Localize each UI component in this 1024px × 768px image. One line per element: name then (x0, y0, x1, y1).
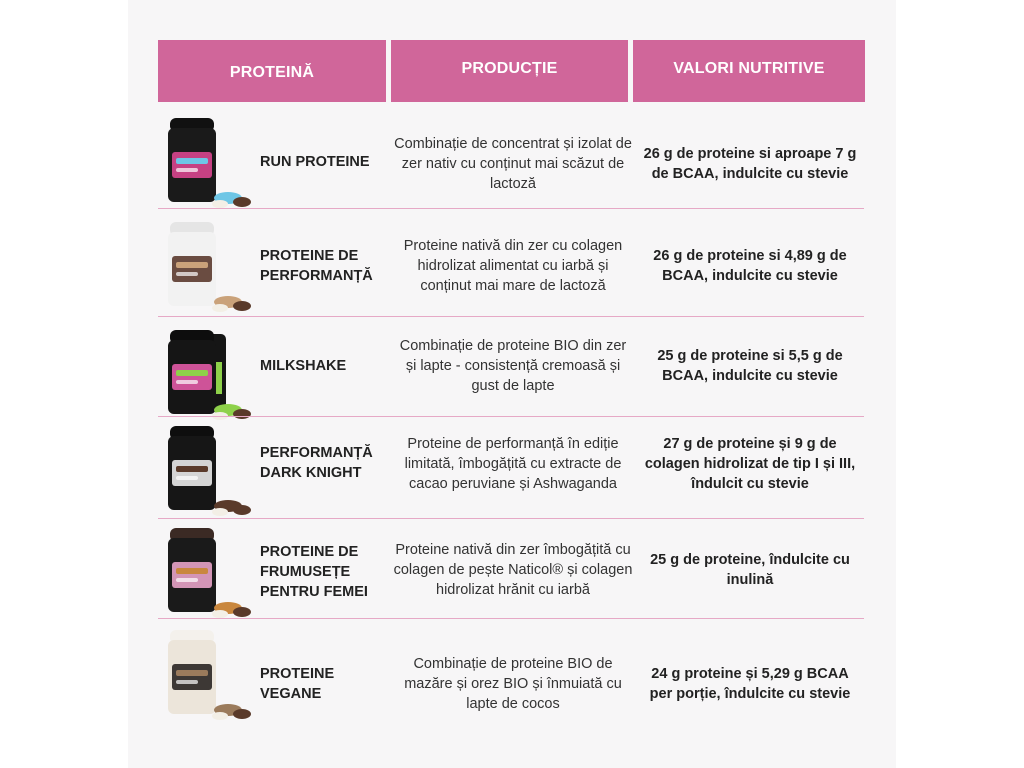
product-production: Combinație de proteine BIO din zer și lapte - consistență cremoasă și gust de lapte (399, 338, 627, 394)
table-row (158, 112, 864, 208)
product-name: MILKSHAKE (260, 358, 347, 374)
product-nutrition: 26 g de proteine si aproape 7 g de BCAA, indulcite cu stevie (643, 146, 857, 182)
product-name: PERFORMANȚĂ DARK KNIGHT (260, 445, 373, 481)
product-production: Proteine nativă din zer îmbogățită cu colagen de pește Naticol® și colagen hidrolizat hrănit cu iarbă (393, 542, 633, 598)
product-name: PROTEINE DE PERFORMANȚĂ (260, 248, 373, 284)
product-nutrition: 25 g de proteine, îndulcite cu inulină (650, 552, 850, 588)
product-nutrition: 25 g de proteine si 5,5 g de BCAA, indulcite cu stevie (657, 348, 843, 384)
product-nutrition: 26 g de proteine si 4,89 g de BCAA, indulcite cu stevie (653, 248, 847, 284)
product-production: Proteine de performanță în ediție limitată, îmbogățită cu extracte de cacao peruviane și Ashwaganda (404, 436, 622, 492)
table-row (158, 320, 864, 416)
product-name: PROTEINE DE FRUMUSEȚE PENTRU FEMEI (260, 544, 368, 600)
row-divider (158, 618, 864, 619)
product-image (158, 324, 258, 424)
product-name: RUN PROTEINE (260, 154, 370, 170)
product-image (158, 522, 258, 622)
header-nutrition: VALORI NUTRITIVE (633, 40, 865, 102)
product-production: Proteine nativă din zer cu colagen hidrolizat alimentat cu iarbă și conținut mai mare de lactoză (403, 238, 623, 294)
product-image (158, 420, 258, 520)
product-nutrition: 27 g de proteine și 9 g de colagen hidrolizat de tip I și III, îndulcit cu stevie (644, 436, 856, 492)
table-row (158, 418, 864, 518)
product-image (158, 624, 258, 724)
table-row (158, 622, 864, 722)
product-name: PROTEINE VEGANE (260, 666, 335, 702)
table-row (158, 216, 864, 316)
product-production: Combinație de proteine BIO de mazăre și orez BIO și înmuiată cu lapte de cocos (404, 656, 622, 712)
row-divider (158, 316, 864, 317)
product-production: Combinație de concentrat și izolat de zer nativ cu conținut mai scăzut de lactoză (394, 136, 632, 192)
product-nutrition: 24 g proteine și 5,29 g BCAA per porție, îndulcite cu stevie (649, 666, 851, 702)
product-image (158, 112, 258, 212)
row-divider (158, 518, 864, 519)
row-divider (158, 416, 864, 417)
product-image (158, 216, 258, 316)
header-production: PRODUCȚIE (391, 40, 628, 102)
header-protein: PROTEINĂ (158, 40, 386, 102)
table-row (158, 522, 864, 618)
row-divider (158, 208, 864, 209)
